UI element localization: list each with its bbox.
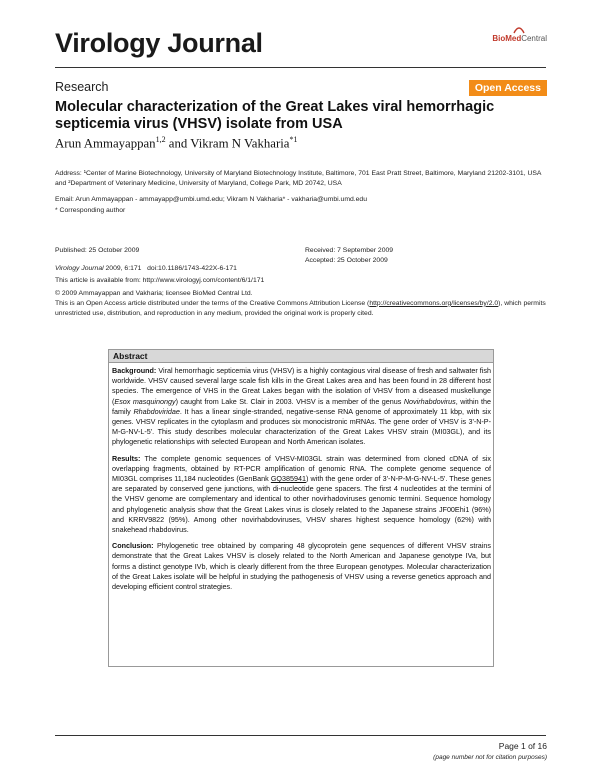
received-date: Received: 7 September 2009 <box>305 247 394 254</box>
open-access-badge: Open Access <box>469 80 547 96</box>
page-number: Page 1 of 16 <box>498 741 547 751</box>
license-post: ), which permits unrestricted use, distribution, and reproduction in any medium, provided the original work is properly cited. <box>55 299 546 317</box>
biomed-central-logo <box>492 34 547 43</box>
license-pre: This is an Open Access article distributed under the terms of the Creative Commons Attribution License ( <box>55 299 370 307</box>
accepted-date: Accepted: 25 October 2009 <box>305 256 388 264</box>
logo-bio: BioMed <box>492 34 522 43</box>
license-link[interactable]: http://creativecommons.org/licenses/by/2.0 <box>369 299 499 307</box>
logo-mark-icon <box>513 25 525 34</box>
conclusion-text: Phylogenetic tree obtained by comparing 48 glycoprotein gene sequences of different VHSV strains demonstrate that the Great Lakes VHSV is closely related to the North American and Japanese genotype IVa, but forms a distinct genotype IVb, which is clearly different from the three European genotypes. Molecular characterization of the Great Lakes isolate will be helpful in studying the pathogenesis of VHSV using a reverse genetics approach and developing efficient control strategies. <box>112 541 491 592</box>
citation <box>55 264 237 274</box>
background-text-2: ) caught from Lake St. Clair in 2003. VHSV is a member of the genus <box>175 396 404 406</box>
published-date: Published: 25 October 2009 <box>55 247 140 254</box>
author-1: Arun Ammayappan <box>55 136 156 151</box>
background-family: Rhabdoviridae <box>133 406 180 416</box>
citation-details: 2009, 6:171 doi:10.1186/1743-422X-6-171 <box>103 265 237 272</box>
page-number-note: (page number not for citation purposes) <box>433 754 547 761</box>
author-list <box>55 135 297 151</box>
results-text-2: ) with the gene order of 3'-N-P-M-G-NV-L-5'. These genes are separated by conserved gene junctions, with di-nucleotide gene spacers. The first 4 nucleotides at the termini of the VHSV genome are complementary and identical to other novirhadoviruses genomic termini. Sequence homology and phylogenetic analysis show that the Great Lakes virus is closely related to the Japanese strains JF00Ehi1 (96%) and KRRV9822 (95%). Among other novirhabdoviruses, VHSV shares highest sequence homology (62%) with snakehead rhabdovirus. <box>112 474 491 535</box>
author-and: and <box>165 136 191 151</box>
background-species: Esox masquinongy <box>114 396 176 406</box>
copyright-notice <box>55 289 547 318</box>
genbank-accession-link[interactable]: GQ385941 <box>270 474 307 484</box>
results-label: Results: <box>112 453 141 463</box>
abstract-header <box>109 350 493 363</box>
received-accepted <box>305 246 505 266</box>
abstract-conclusion <box>112 541 491 592</box>
author-2-affiliation: *1 <box>289 135 298 144</box>
author-email[interactable]: Email: Arun Ammayappan - ammayapp@umbi.umd.edu; Vikram N Vakharia* - vakharia@umbi.umd.edu <box>55 196 367 203</box>
article-url[interactable]: This article is available from: http://www.virologyj.com/content/6/1/171 <box>55 277 265 284</box>
journal-title: Virology Journal <box>55 28 263 58</box>
abstract-background <box>112 366 491 448</box>
license-text <box>55 299 547 319</box>
background-text-4: . It has a linear single-stranded, negative-sense RNA genome of approximately 11 kbp, with six genes. VHSV replicates in the cytoplasm and produces six monocistronic mRNAs. The gene order of VHSV is 3'-N-P-M-G-NV-L-5'. This study describes molecular characterization of the Great Lakes VHSV strain (MI03GL), and its phylogenetic relationships with selected European and North American isolates. <box>112 406 491 447</box>
conclusion-label: Conclusion: <box>112 541 154 551</box>
abstract-box <box>108 349 494 667</box>
citation-journal: Virology Journal <box>55 265 104 272</box>
author-1-affiliation: 1,2 <box>155 135 166 144</box>
header-rule <box>55 67 546 68</box>
article-title: Molecular characterization of the Great Lakes viral hemorrhagic septicemia virus (VHSV) isolate from USA <box>55 99 495 132</box>
results-text-1: The complete genomic sequences of VHSV-MI03GL strain was determined from cloned cDNA of six overlapping fragments, obtained by RT-PCR amplification of genomic RNA. The complete genome sequence of MI03GL comprises 11,184 nucleotides (GenBank <box>112 453 491 484</box>
background-text-3: , within the family <box>112 396 491 416</box>
background-genus: Novirhabdovirus <box>403 396 456 406</box>
abstract-heading: Abstract <box>113 351 148 361</box>
logo-central: Central <box>521 34 547 43</box>
background-label: Background: <box>112 366 157 375</box>
section-label: Research <box>55 80 109 94</box>
abstract-results <box>112 454 491 536</box>
corresponding-author-note: * Corresponding author <box>55 207 126 214</box>
background-text-1: Viral hemorrhagic septicemia virus (VHSV) is a highly contagious viral disease of fresh and saltwater fish worldwide. VHSV caused several large scale fish kills in the Great Lakes area and has been found in 28 different host species. The emergence of VHS in the Great Lakes began with the isolation of VHSV from a diseased muskellunge ( <box>112 366 491 406</box>
author-2: Vikram N Vakharia <box>190 136 290 151</box>
abstract-body <box>112 366 491 598</box>
footer-rule <box>55 735 546 736</box>
copyright-line: © 2009 Ammayappan and Vakharia; licensee BioMed Central Ltd. <box>55 290 253 297</box>
author-address: Address: ¹Center of Marine Biotechnology, University of Maryland Biotechnology Institute, Baltimore, 701 East Pratt Street, Baltimore, Maryland 21202-3101, USA and ²Department of Veterinary Medicine, University of Maryland, College Park, MD 20742, USA <box>55 170 542 187</box>
